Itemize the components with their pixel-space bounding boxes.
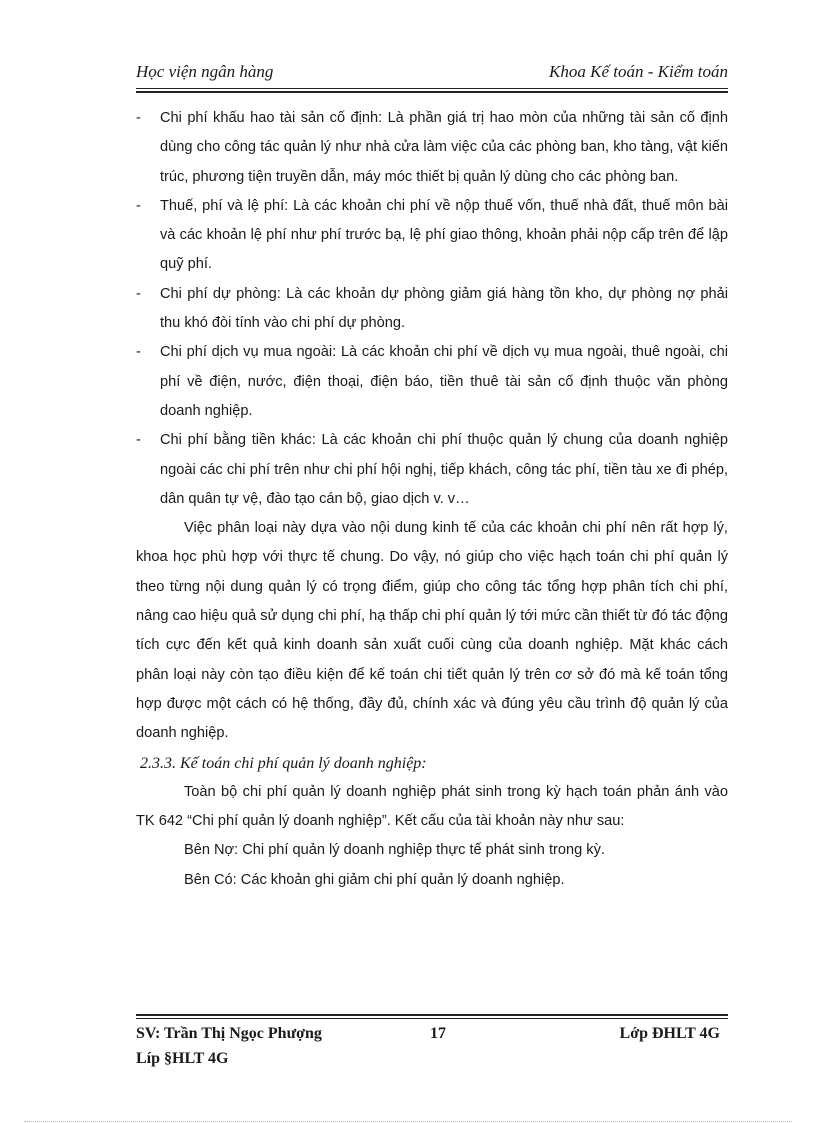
footer-class-garbled: Líp §HLT 4G (136, 1050, 229, 1067)
credit-line: Bên Có: Các khoản ghi giảm chi phí quản lý doanh nghiệp. (184, 871, 565, 888)
body-paragraph: Toàn bộ chi phí quản lý doanh nghiệp phát sinh trong kỳ hạch toán phản ánh vào TK 642 “Chi phí quản lý doanh nghiệp”. Kết cấu của tài khoản này như sau: (136, 783, 728, 830)
header-institution: Học viện ngân hàng (136, 62, 274, 81)
footer-student-name: SV: Trần Thị Ngọc Phượng (136, 1025, 322, 1042)
footer-class: Lớp ĐHLT 4G (619, 1025, 720, 1042)
header-rule-thick (136, 91, 728, 93)
bullet-item (136, 338, 728, 426)
footer-page-number: 17 (430, 1025, 446, 1042)
header-rule-thin (136, 88, 728, 89)
bullet-item (136, 104, 728, 192)
section-heading: 2.3.3. Kế toán chi phí quản lý doanh nghiệp: (140, 754, 427, 772)
bullet-item (136, 192, 728, 280)
bullet-text: Thuế, phí và lệ phí: Là các khoản chi phí về nộp thuế vốn, thuế nhà đất, thuế môn bài và các khoản lệ phí như phí trước bạ, lệ phí giao thông, khoản phải nộp cấp trên để lập quỹ phí. (160, 197, 728, 273)
header-department: Khoa Kế toán - Kiểm toán (549, 62, 728, 81)
bullet-dash: - (136, 432, 141, 449)
bullet-text: Chi phí bằng tiền khác: Là các khoản chi phí thuộc quản lý chung của doanh nghiệp ngoài các chi phí trên như chi phí hội nghị, tiếp khách, công tác phí, tiền tàu xe đi phép, dân quân tự vệ, đào tạo cán bộ, giao dịch v. v… (160, 432, 728, 507)
debit-line: Bên Nợ: Chi phí quản lý doanh nghiệp thực tế phát sinh trong kỳ. (184, 842, 605, 859)
bullet-dash: - (136, 344, 141, 361)
page-body (136, 104, 728, 895)
body-paragraph: Việc phân loại này dựa vào nội dung kinh tế của các khoản chi phí nên rất hợp lý, khoa học phù hợp với thực tế chung. Do vậy, nó giúp cho việc hạch toán chi phí quản lý theo từng nội dung quản lý có trọng điểm, giúp cho công tác tổng hợp phân tích chi phí, nâng cao hiệu quả sử dụng chi phí, hạ thấp chi phí quản lý tới mức cần thiết từ đó tác động tích cực đến kết quả kinh doanh sản xuất cuối cùng của doanh nghiệp. Mặt khác cách phân loại này còn tạo điều kiện để kế toán chi tiết quản lý trên cơ sở đó mà kế toán tổng hợp được một cách có hệ thống, đầy đủ, chính xác và đúng yêu cầu trình độ quản lý của doanh nghiệp. (136, 520, 728, 742)
bullet-text: Chi phí dịch vụ mua ngoài: Là các khoản chi phí về dịch vụ mua ngoài, thuê ngoài, chi phí về điện, nước, điện thoại, điện báo, tiền thuê tài sản cố định thuộc văn phòng doanh nghiệp. (160, 344, 728, 419)
bullet-text: Chi phí khấu hao tài sản cố định: Là phần giá trị hao mòn của những tài sản cố định dùng cho công tác quản lý như nhà cửa làm việc của các phòng ban, kho tàng, vật kiến trúc, phương tiện truyền dẫn, máy móc thiết bị quản lý dùng cho các phòng ban. (160, 110, 728, 185)
bullet-text: Chi phí dự phòng: Là các khoản dự phòng giảm giá hàng tồn kho, dự phòng nợ phải thu khó đòi tính vào chi phí dự phòng. (160, 285, 728, 332)
page-footer (136, 1014, 728, 1074)
bullet-dash: - (136, 197, 141, 214)
footer-rule-thin (136, 1018, 728, 1019)
bullet-dash: - (136, 110, 141, 126)
page-edge-divider (24, 1121, 792, 1122)
bullet-item (136, 280, 728, 339)
bullet-dash: - (136, 285, 141, 302)
bullet-item (136, 426, 728, 514)
page-header (136, 58, 728, 88)
footer-rule-thick (136, 1014, 728, 1016)
